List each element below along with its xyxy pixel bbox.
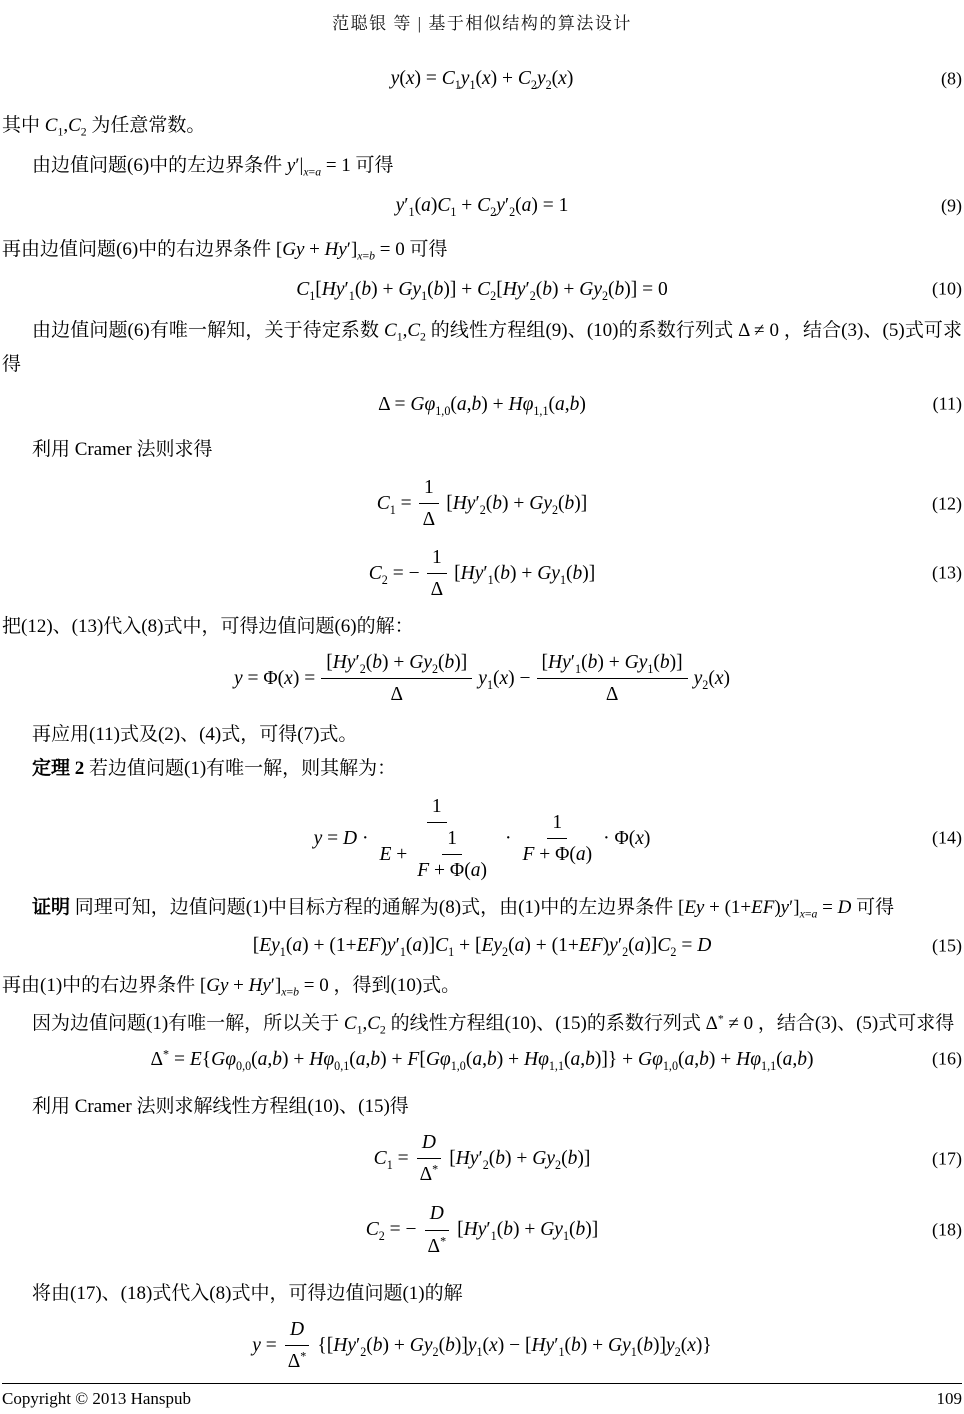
equation-15-number: (15)	[932, 935, 962, 956]
fraction-numerator: D	[425, 1199, 449, 1230]
solution-1-lhs: y =	[252, 1334, 277, 1356]
fraction-denominator: F + Φ(a)	[522, 843, 593, 865]
equation-12-lhs: $C_1$ =	[376, 493, 412, 517]
fraction-denominator: F + Φ(a)	[417, 860, 487, 881]
equation-17-lhs: $C_1$ =	[373, 1147, 409, 1172]
fraction	[426, 543, 449, 605]
fraction-numerator: 1	[427, 543, 447, 574]
equation-14	[2, 792, 962, 886]
equation-solution-6	[2, 648, 962, 710]
fraction-denominator: Δ*	[287, 1349, 307, 1372]
equation-13-rhs: $[Hy'_1(b) + Gy_1(b)]$	[454, 562, 596, 587]
paper-page	[2, 0, 962, 1414]
para-right-boundary-condition-6: 再由边值问题(6)中的右边界条件 $[Gy + Hy']_{x=b} = 0$ 可得	[2, 238, 448, 263]
nested-fraction	[412, 824, 492, 886]
equation-9-number: (9)	[941, 195, 962, 216]
equation-13	[2, 543, 962, 605]
equation-solution-1	[2, 1315, 962, 1377]
fraction-denominator: Δ	[390, 684, 404, 706]
equation-11-number: (11)	[932, 393, 962, 414]
equation-8-body: $y(x) = C_1y_1(x) + C_2y_2(x)$	[390, 68, 574, 92]
equation-9-body: $y'_1(a)C_1 + C_2y'_2(a) = 1$	[395, 195, 569, 220]
equation-14-lhs: y = D ·	[313, 827, 369, 849]
solution-1-rhs: $\{[Hy'_2(b) + Gy_2(b)]y_1(x) - [Hy'_1(b) + Gy_1(b)]y_2(x)\}$	[317, 1334, 712, 1359]
equation-13-number: (13)	[932, 562, 962, 583]
equation-9	[2, 191, 962, 220]
equation-17-rhs: $[Hy'_2(b) + Gy_2(b)]$	[449, 1147, 591, 1172]
fraction-denominator: Δ*	[427, 1233, 447, 1257]
equation-18-number: (18)	[932, 1219, 962, 1240]
fraction-denominator: Δ*	[419, 1162, 439, 1185]
para-apply-11: 再应用(11)式及(2)、(4)式，可得(7)式。	[32, 723, 358, 745]
fraction-numerator: D	[285, 1315, 309, 1346]
equation-8	[2, 64, 962, 93]
equation-10-number: (10)	[932, 278, 962, 299]
equation-14-tail: · Φ(x)	[603, 827, 651, 849]
fraction-numerator: D	[417, 1128, 441, 1159]
equation-8-number: (8)	[941, 68, 962, 89]
para-substitute-12-13: 把(12)、(13)代入(8)式中，可得边值问题(6)的解：	[2, 616, 414, 637]
fraction	[283, 1315, 312, 1377]
equation-17-number: (17)	[932, 1148, 962, 1168]
para-final-substitution: 将由(17)、(18)式代入(8)式中，可得边值问题(1)的解	[32, 1282, 463, 1304]
para-unique-solution-6: 由边值问题(6)有唯一解知，关于待定系数 $C_1,C_2$ 的线性方程组(9)、(10)的系数行列式 Δ ≠ 0 ，结合(3)、(5)式可求得	[2, 319, 963, 375]
fraction-numerator: 1	[427, 792, 447, 823]
page-footer	[2, 1383, 962, 1409]
denominator-prefix: E +	[379, 843, 408, 865]
fraction-numerator: $[Hy'_2(b) + Gy_2(b)]$	[321, 648, 472, 679]
fraction	[537, 648, 688, 710]
equation-16-number: (16)	[932, 1048, 962, 1069]
fraction	[374, 792, 498, 886]
fraction	[415, 1128, 444, 1190]
para-left-boundary-condition-6: 由边值问题(6)中的左边界条件 $y'|_{x=a} = 1$ 可得	[32, 155, 394, 179]
equation-18-lhs: $C_2$ = −	[365, 1219, 417, 1244]
fraction	[418, 473, 441, 535]
equation-16-body: $\Delta^* = E\{G\varphi_{0,0}(a,b) + H\varphi_{0,1}(a,b) + F[G\varphi_{1,0}(a,b) + H\varphi_{1,1}(a,b)]\} + G\varphi_{1,0}(a,b) + H\varphi_{1,1}(a,b)$	[150, 1046, 814, 1073]
para-unique-solution-1: 因为边值问题(1)有唯一解，所以关于 $C_1,C_2$ 的线性方程组(10)、(15)的系数行列式 Δ* ≠ 0 ，结合(3)、(5)式可求得	[32, 1012, 955, 1037]
footer-page-number: 109	[936, 1389, 962, 1408]
equation-11-body: $\Delta = G\varphi_{1,0}(a,b) + H\varphi_{1,1}(a,b)$	[378, 393, 586, 418]
para-cramer-rule-1: 利用 Cramer 法则求得	[32, 439, 213, 460]
equation-10-body: $C_1[Hy'_1(b) + Gy_1(b)] + C_2[Hy'_2(b) + Gy_2(b)] = 0$	[296, 278, 668, 303]
fraction-denominator: Δ	[422, 509, 436, 531]
fraction-numerator: 1	[419, 473, 439, 504]
equation-14-dot: ·	[504, 827, 512, 849]
fraction-denominator: Δ	[605, 684, 619, 706]
equation-16	[2, 1045, 962, 1074]
fraction-numerator: $[Hy'_1(b) + Gy_1(b)]$	[537, 648, 688, 679]
fraction-denominator: Δ	[430, 578, 444, 600]
footer-copyright: Copyright © 2013 Hanspub	[2, 1389, 192, 1408]
para-cramer-rule-2: 利用 Cramer 法则求解线性方程组(10)、(15)得	[32, 1095, 409, 1117]
solution-6-mid: $y_1(x)$ −	[478, 668, 531, 692]
equation-11	[2, 390, 962, 419]
fraction	[517, 808, 597, 870]
para-constants: 其中 $C_1,C_2$ 为任意常数。	[2, 115, 206, 139]
equation-18	[2, 1199, 962, 1261]
fraction-numerator: 1	[547, 808, 567, 839]
equation-12	[2, 473, 962, 535]
fraction	[321, 648, 472, 710]
equation-10	[2, 275, 962, 304]
equation-12-rhs: $[Hy'_2(b) + Gy_2(b)]$	[446, 493, 588, 517]
fraction-denominator	[374, 823, 498, 886]
fraction-numerator: 1	[442, 824, 462, 855]
equation-12-number: (12)	[932, 493, 962, 514]
fraction	[423, 1199, 452, 1261]
para-theorem-2: 定理 2 若边值问题(1)有唯一解，则其解为：	[32, 757, 397, 779]
equation-15	[2, 931, 962, 960]
para-right-boundary-condition-1: 再由(1)中的右边界条件 $[Gy + Hy']_{x=b} = 0$ ，得到(10)式。	[2, 974, 461, 999]
equation-14-number: (14)	[932, 827, 962, 848]
running-header: 范聪银 等 | 基于相似结构的算法设计	[332, 14, 632, 33]
equation-18-rhs: $[Hy'_1(b) + Gy_1(b)]$	[457, 1219, 599, 1244]
equation-13-lhs: $C_2$ = −	[368, 562, 420, 587]
solution-6-tail: $y_2(x)$	[693, 668, 730, 692]
equation-17	[2, 1128, 962, 1190]
equation-15-body: $[Ey_1(a) + (1+EF)y'_1(a)]C_1 + [Ey_2(a) + (1+EF)y'_2(a)]C_2 = D$	[252, 935, 712, 960]
solution-6-lhs: y = Φ(x) =	[233, 668, 316, 690]
para-proof: 证明 同理可知，边值问题(1)中目标方程的通解为(8)式，由(1)中的左边界条件 $[Ey + (1+EF)y']_{x=a} = D$ 可得	[32, 897, 895, 921]
